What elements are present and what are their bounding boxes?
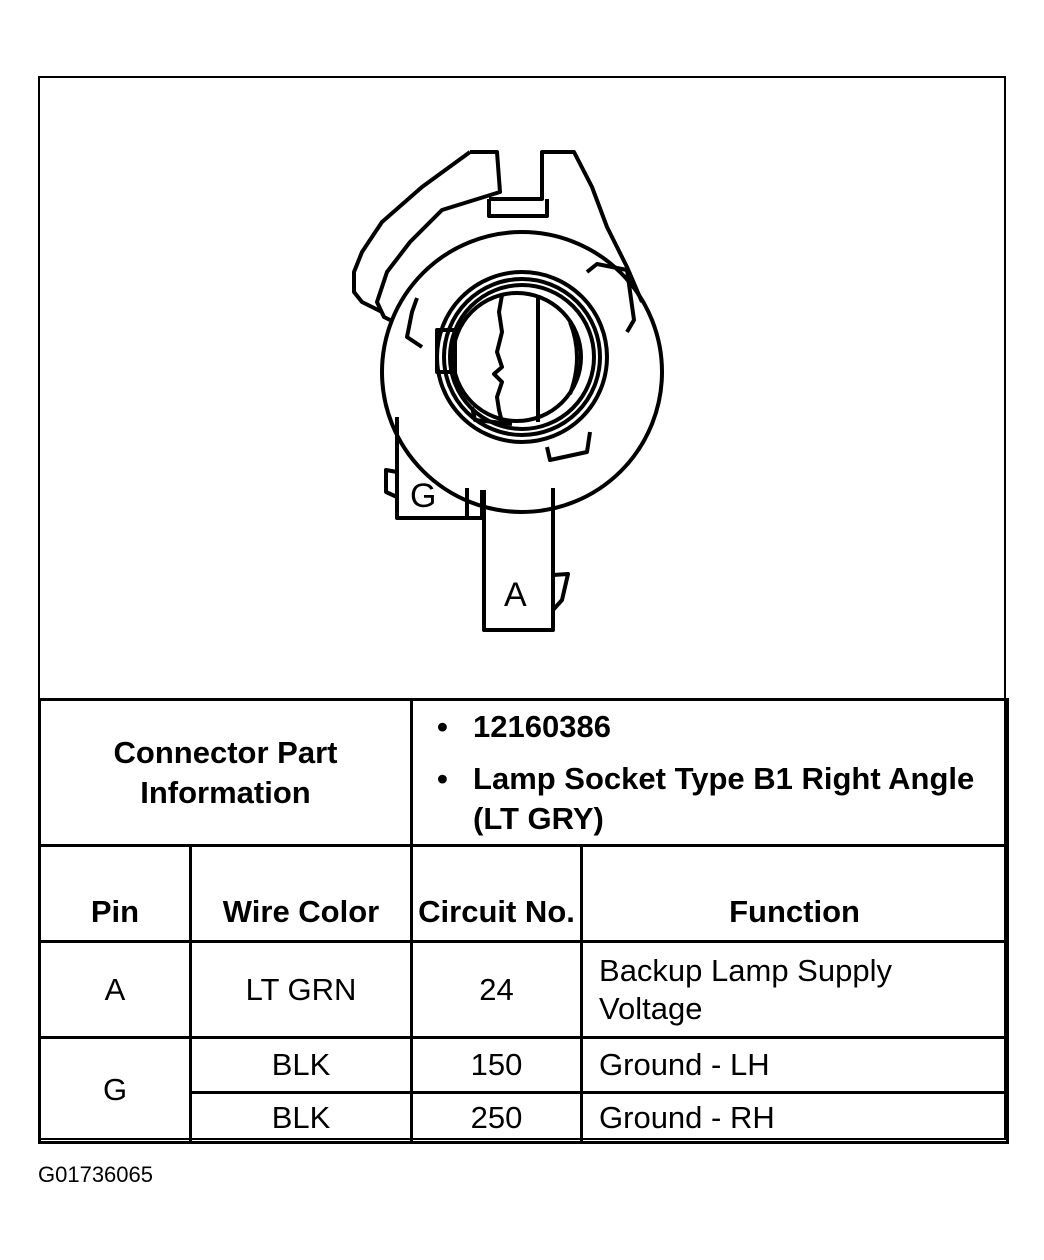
part-description: • Lamp Socket Type B1 Right Angle (LT GRY) <box>473 759 1006 839</box>
part-info-values <box>412 700 1008 846</box>
part-info-label: Connector Part Information <box>40 700 412 846</box>
pin-cell: A <box>40 942 191 1038</box>
wire-color-cell: BLK <box>191 1038 412 1093</box>
lamp-socket-connector-icon <box>40 78 1004 700</box>
table-header-row <box>40 846 1008 942</box>
header-pin: Pin <box>40 846 191 942</box>
pin-label-g: G <box>410 477 437 515</box>
function-cell: Backup Lamp Supply Voltage <box>582 942 1008 1038</box>
wire-color-cell: LT GRN <box>191 942 412 1038</box>
connector-info-table <box>38 698 1009 1144</box>
header-wire-color: Wire Color <box>191 846 412 942</box>
pin-cell: G <box>40 1038 191 1143</box>
header-circuit-no: Circuit No. <box>412 846 582 942</box>
connector-drawing <box>40 78 1004 700</box>
header-function: Function <box>582 846 1008 942</box>
wire-color-cell: BLK <box>191 1093 412 1143</box>
part-number: • 12160386 <box>473 707 1006 747</box>
circuit-no-cell: 24 <box>412 942 582 1038</box>
table-row <box>40 942 1008 1038</box>
figure-id: G01736065 <box>38 1162 153 1187</box>
circuit-no-cell: 150 <box>412 1038 582 1093</box>
function-cell: Ground - LH <box>582 1038 1008 1093</box>
diagram-frame <box>38 76 1006 1140</box>
circuit-no-cell: 250 <box>412 1093 582 1143</box>
table-row <box>40 1038 1008 1093</box>
function-cell: Ground - RH <box>582 1093 1008 1143</box>
part-info-row <box>40 700 1008 846</box>
pin-label-a: A <box>504 576 527 614</box>
